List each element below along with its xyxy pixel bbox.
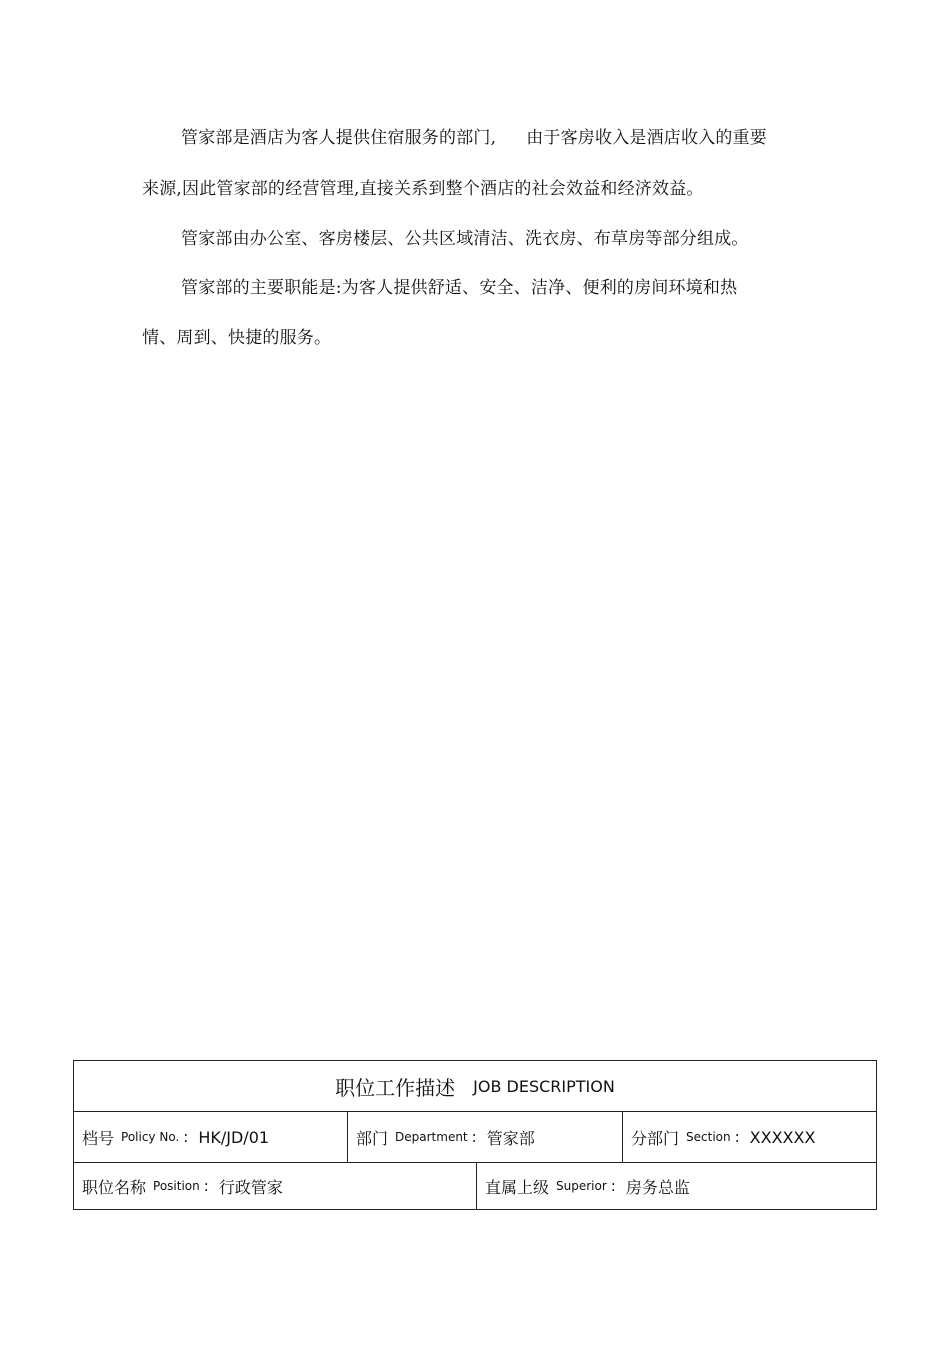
position-colon: : <box>203 1177 209 1195</box>
department-cell <box>347 1112 622 1162</box>
section-label-cn: 分部门 <box>631 1128 680 1148</box>
table-row-policy <box>74 1112 876 1163</box>
position-label-cn: 职位名称 <box>82 1177 147 1197</box>
paragraph-2-line-1: 管家部由办公室、客房楼层、公共区域清洁、洗衣房、布草房等部分组成。 <box>181 229 749 249</box>
section-colon: : <box>734 1128 740 1146</box>
table-row-position <box>74 1163 876 1209</box>
superior-cell <box>476 1163 876 1209</box>
table-title-cn: 职位工作描述 <box>335 1075 456 1100</box>
policy-colon: : <box>183 1128 189 1146</box>
paragraph-1-line-1b: 由于客房收入是酒店收入的重要 <box>526 128 768 148</box>
table-title-en: JOB DESCRIPTION <box>473 1076 615 1096</box>
superior-colon: : <box>610 1177 616 1195</box>
section-cell <box>622 1112 876 1162</box>
paragraph-1-line-1a: 管家部是酒店为客人提供住宿服务的部门, <box>181 128 497 148</box>
section-label-en: Section <box>686 1130 731 1144</box>
superior-label-en: Superior <box>556 1179 607 1193</box>
department-label-en: Department <box>395 1130 468 1144</box>
section-value: XXXXXX <box>749 1127 816 1147</box>
paragraph-3-line-2: 情、周到、快捷的服务。 <box>142 328 332 348</box>
policy-label-en: Policy No. <box>121 1130 180 1144</box>
paragraph-1-line-1 <box>181 127 767 149</box>
position-value: 行政管家 <box>218 1177 283 1197</box>
job-description-table <box>73 1060 877 1210</box>
policy-label-cn: 档号 <box>82 1128 115 1148</box>
paragraph-1-line-2: 来源,因此管家部的经营管理,直接关系到整个酒店的社会效益和经济效益。 <box>142 179 704 199</box>
department-colon: : <box>471 1128 477 1146</box>
superior-value: 房务总监 <box>625 1177 690 1197</box>
table-title-row <box>74 1061 876 1112</box>
position-label-en: Position <box>153 1179 200 1193</box>
policy-value: HK/JD/01 <box>198 1127 270 1147</box>
position-cell <box>74 1163 476 1209</box>
paragraph-3-line-1: 管家部的主要职能是:为客人提供舒适、安全、洁净、便利的房间环境和热 <box>181 278 738 298</box>
department-value: 管家部 <box>486 1128 535 1148</box>
policy-cell <box>74 1112 347 1162</box>
department-label-cn: 部门 <box>356 1128 389 1148</box>
superior-label-cn: 直属上级 <box>485 1177 550 1197</box>
